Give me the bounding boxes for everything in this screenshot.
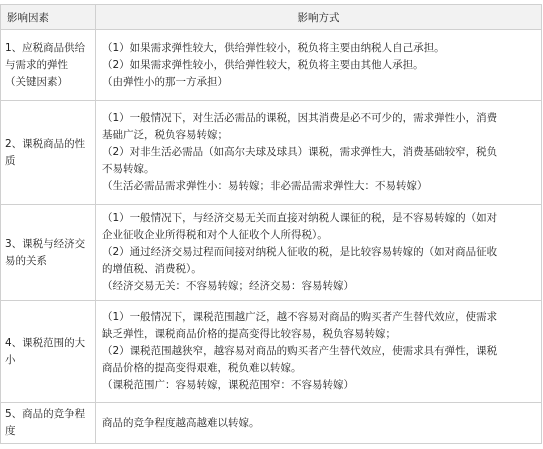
mode-line: （课税范围广：容易转嫁，课税范围窄：不容易转嫁） bbox=[102, 379, 354, 391]
mode-line: 商品价格的提高变得艰难，税负难以转嫁。 bbox=[102, 362, 302, 374]
factor-line: 小 bbox=[5, 353, 16, 366]
mode-line: （1）如果需求弹性较大，供给弹性较小，税负将主要由纳税人自己承担。 bbox=[102, 41, 445, 54]
factor-line: 1、应税商品供给 bbox=[5, 41, 86, 54]
mode-line: 企业征收企业所得税和对个人征收个人所得税）。 bbox=[102, 229, 328, 241]
table-row bbox=[1, 205, 542, 301]
factor-line: 质 bbox=[5, 154, 16, 167]
mode-line: （2）课税范围越狭窄，越容易对商品的购买者产生替代效应，使需求具有弹性，课税 bbox=[102, 345, 498, 357]
mode-line: （1）一般情况下，与经济交易无关而直接对纳税人课征的税，是不容易转嫁的（如对 bbox=[102, 212, 498, 224]
mode-line: 缺乏弹性，课税商品价格的提高变得比较容易，税负容易转嫁； bbox=[102, 328, 396, 340]
mode-cell bbox=[96, 403, 542, 444]
header-mode: 影响方式 bbox=[96, 5, 542, 30]
header-row bbox=[1, 5, 542, 30]
factor-cell bbox=[1, 30, 96, 101]
mode-line: （2）通过经济交易过程而间接对纳税人征收的税，是比较容易转嫁的（如对商品征收 bbox=[102, 246, 498, 258]
mode-cell bbox=[96, 101, 542, 205]
mode-line: 基础广泛，税负容易转嫁； bbox=[102, 129, 228, 141]
mode-cell bbox=[96, 205, 542, 301]
mode-line: 商品的竞争程度越高越难以转嫁。 bbox=[102, 416, 260, 429]
mode-line: （由弹性小的那一方承担） bbox=[102, 75, 228, 88]
factor-line: 4、课税范围的大 bbox=[5, 336, 86, 349]
factor-line: 3、课税与经济交 bbox=[5, 237, 86, 250]
factor-line: 2、课税商品的性 bbox=[5, 137, 86, 150]
tax-shift-table-container bbox=[0, 4, 541, 444]
mode-line: （生活必需品需求弹性小：易转嫁；非必需品需求弹性大：不易转嫁） bbox=[102, 180, 428, 192]
mode-line: （2）对非生活必需品（如高尔夫球及球具）课税，需求弹性大，消费基础较窄，税负 bbox=[102, 146, 498, 158]
factor-cell bbox=[1, 101, 96, 205]
mode-line: （1）一般情况下，课税范围越广泛，越不容易对商品的购买者产生替代效应，使需求 bbox=[102, 311, 498, 323]
factor-cell bbox=[1, 205, 96, 301]
header-factor: 影响因素 bbox=[1, 5, 96, 30]
tax-shift-table bbox=[0, 4, 542, 444]
mode-line: （1）一般情况下，对生活必需品的课税，因其消费是必不可少的，需求弹性小，消费 bbox=[102, 112, 498, 124]
factor-line: 度 bbox=[5, 425, 16, 437]
mode-line: （经济交易无关：不容易转嫁；经济交易：容易转嫁） bbox=[102, 280, 354, 292]
table-row bbox=[1, 301, 542, 403]
mode-line: （2）如果需求弹性较小，供给弹性较大，税负将主要由其他人承担。 bbox=[102, 58, 424, 71]
mode-line: 的增值税、消费税）。 bbox=[102, 263, 202, 275]
table-row bbox=[1, 403, 542, 444]
factor-line: 与需求的弹性 bbox=[5, 58, 68, 71]
factor-cell bbox=[1, 301, 96, 403]
factor-line: 5、商品的竞争程 bbox=[5, 408, 86, 420]
table-row bbox=[1, 101, 542, 205]
mode-cell bbox=[96, 301, 542, 403]
table-row bbox=[1, 30, 542, 101]
mode-line: 不易转嫁。 bbox=[102, 163, 155, 175]
mode-cell bbox=[96, 30, 542, 101]
factor-line: 易的关系 bbox=[5, 254, 47, 267]
factor-line: （关键因素） bbox=[5, 75, 68, 88]
factor-cell bbox=[1, 403, 96, 444]
